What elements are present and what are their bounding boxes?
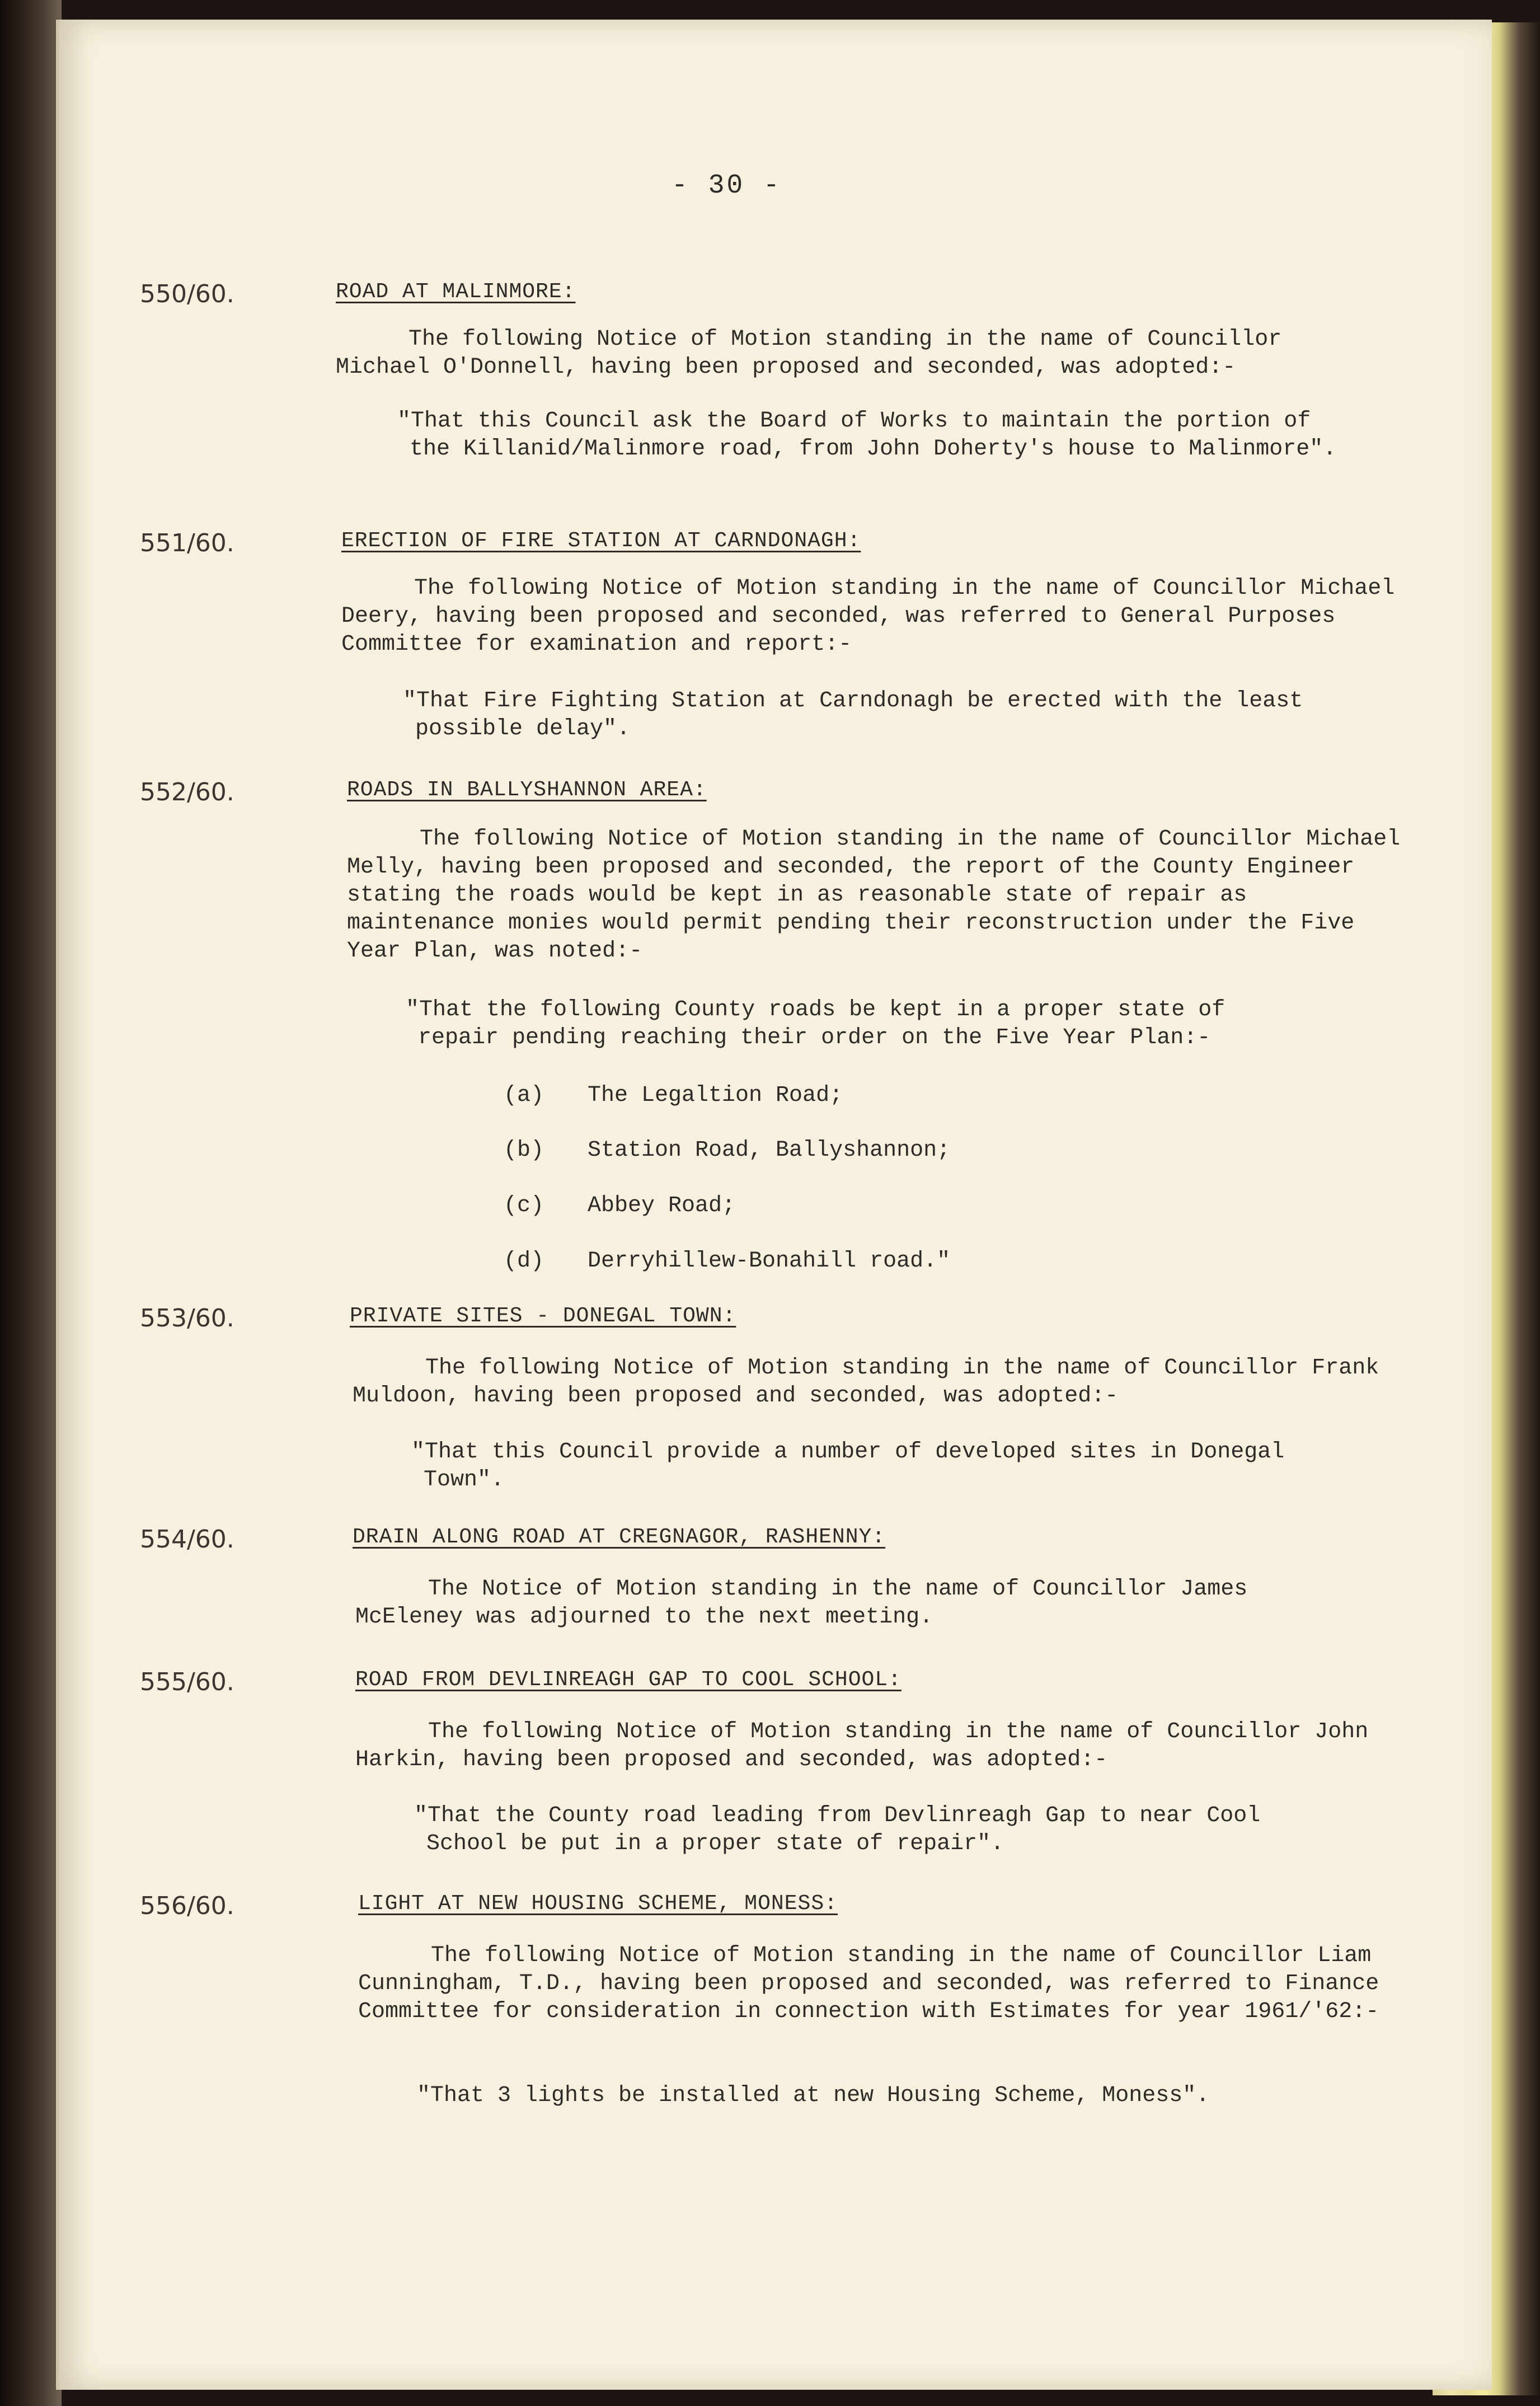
item-number: 556/60. bbox=[140, 1892, 234, 1920]
item-quote: "That the County road leading from Devlinreagh Gap to near Cool School be put in a proper state of repair". bbox=[414, 1803, 1261, 1856]
list-label: (b) bbox=[504, 1138, 544, 1163]
item-paragraph: The following Notice of Motion standing in the name of Councillor Michael Melly, having been proposed and seconded, the report of the County Engineer stating the roads would be kept in as reasonable state of repair as maintenance monies would permit pending their reconstruction under the Five Year Plan, was noted:- bbox=[347, 827, 1401, 964]
item-paragraph: The following Notice of Motion standing in the name of Councillor Liam Cunningham, T.D., having been proposed and seconded, was referred to Finance Committee for consideration in connection with Estimates for year 1961/'62:- bbox=[358, 1943, 1379, 2024]
item-number: 551/60. bbox=[140, 529, 234, 557]
item-paragraph: The following Notice of Motion standing in the name of Councillor John Harkin, having been proposed and seconded, was adopted:- bbox=[355, 1719, 1369, 1772]
item-quote: "That Fire Fighting Station at Carndonagh be erected with the least possible delay". bbox=[403, 688, 1303, 742]
item-heading: ROAD FROM DEVLINREAGH GAP TO COOL SCHOOL: bbox=[355, 1668, 902, 1692]
item-quote: "That the following County roads be kept in a proper state of repair pending reaching their order on the Five Year Plan:- bbox=[406, 997, 1226, 1050]
item-number: 550/60. bbox=[140, 280, 234, 308]
list-text: Derryhillew-Bonahill road." bbox=[588, 1249, 951, 1274]
item-heading: LIGHT AT NEW HOUSING SCHEME, MONESS: bbox=[358, 1892, 838, 1916]
item-heading: ROADS IN BALLYSHANNON AREA: bbox=[347, 778, 707, 802]
item-paragraph: The following Notice of Motion standing in the name of Councillor Frank Muldoon, having been proposed and seconded, was adopted:- bbox=[353, 1356, 1379, 1409]
list-label: (a) bbox=[504, 1083, 544, 1108]
item-number: 555/60. bbox=[140, 1668, 234, 1696]
item-heading: ROAD AT MALINMORE: bbox=[336, 280, 576, 304]
item-paragraph: The Notice of Motion standing in the name of Councillor James McEleney was adjourned to the next meeting. bbox=[355, 1577, 1248, 1630]
item-heading: PRIVATE SITES - DONEGAL TOWN: bbox=[350, 1304, 736, 1328]
list-text: The Legaltion Road; bbox=[588, 1083, 843, 1108]
item-heading: ERECTION OF FIRE STATION AT CARNDONAGH: bbox=[341, 529, 861, 553]
list-label: (d) bbox=[504, 1249, 544, 1274]
list-text: Station Road, Ballyshannon; bbox=[588, 1138, 951, 1163]
item-paragraph: The following Notice of Motion standing in the name of Councillor Michael O'Donnell, having been proposed and seconded, was adopted:- bbox=[336, 327, 1282, 380]
item-number: 554/60. bbox=[140, 1525, 234, 1554]
item-quote: "That this Council provide a number of developed sites in Donegal Town". bbox=[411, 1439, 1285, 1493]
item-quote: "That this Council ask the Board of Works to maintain the portion of the Killanid/Malinmore road, from John Doherty's house to Malinmore". bbox=[397, 409, 1337, 462]
page-number: - 30 - bbox=[672, 171, 782, 201]
item-paragraph: The following Notice of Motion standing in the name of Councillor Michael Deery, having been proposed and seconded, was referred to General Purposes Committee for examination and report:- bbox=[341, 576, 1395, 657]
list-text: Abbey Road; bbox=[588, 1193, 736, 1218]
item-heading: DRAIN ALONG ROAD AT CREGNAGOR, RASHENNY: bbox=[353, 1525, 886, 1549]
item-number: 553/60. bbox=[140, 1304, 234, 1333]
item-number: 552/60. bbox=[140, 778, 234, 806]
list-label: (c) bbox=[504, 1193, 544, 1218]
item-quote: "That 3 lights be installed at new Housing Scheme, Moness". bbox=[417, 2083, 1210, 2108]
